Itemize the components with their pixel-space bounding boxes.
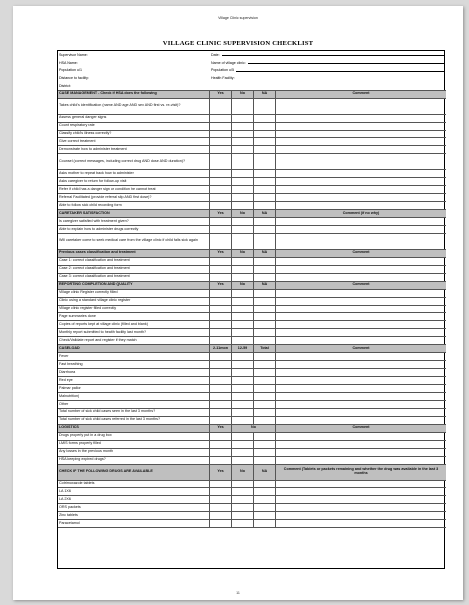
section-header: LOGISTICS: [58, 425, 210, 433]
row-label: Fever: [58, 353, 210, 361]
check-cell: [232, 481, 254, 489]
row-label: Counsel (correct messages, including correct drug AND dose AND duration)?: [58, 154, 210, 170]
check-cell: [254, 202, 276, 210]
check-cell: [210, 123, 232, 131]
row-label: Malnutrition): [58, 393, 210, 401]
column-header: Yes: [210, 425, 232, 433]
check-cell: [232, 457, 254, 465]
comment-cell: [276, 504, 446, 512]
check-cell: [254, 234, 276, 250]
column-header: Yes: [210, 91, 232, 99]
row-label: LA 1X6: [58, 488, 210, 496]
section-header: Previous cases classification and treatment: [58, 250, 210, 258]
row-label: Assess general danger signs: [58, 115, 210, 123]
check-cell: [232, 385, 254, 393]
check-cell: [210, 131, 232, 139]
check-cell: [232, 186, 254, 194]
check-cell: [254, 353, 276, 361]
check-cell: [254, 170, 276, 178]
comment-cell: [276, 409, 446, 417]
column-header: 2-11mon: [210, 345, 232, 353]
row-label: Case 1: correct classification and treatment: [58, 258, 210, 266]
column-header: 12-59: [232, 345, 254, 353]
column-header: Comment (Tablets or packets remaining and whether the drug was available in the last 3 months: [276, 465, 446, 481]
comment-cell: [276, 377, 446, 385]
check-cell: [210, 146, 232, 154]
check-cell: [210, 115, 232, 123]
column-header: Total: [254, 345, 276, 353]
check-cell: [232, 274, 254, 282]
column-header: No: [232, 250, 254, 258]
check-cell: [232, 353, 254, 361]
check-cell: [210, 433, 232, 441]
row-label: Asks mother to repeat back how to administer: [58, 170, 210, 178]
row-label: Give correct treatment: [58, 138, 210, 146]
comment-cell: [276, 154, 446, 170]
check-cell: [254, 385, 276, 393]
check-cell: [210, 520, 232, 528]
row-label: Demonstrate how to administer treatment: [58, 146, 210, 154]
check-cell: [232, 226, 254, 234]
row-label: Case 2: correct classification and treatment: [58, 266, 210, 274]
column-header: No: [232, 210, 254, 218]
check-cell: [254, 512, 276, 520]
document-page: [13, 6, 463, 600]
column-header: Yes: [210, 282, 232, 290]
check-cell: [210, 449, 232, 457]
comment-cell: [276, 298, 446, 306]
column-header: No: [232, 91, 254, 99]
column-header: Yes: [210, 465, 232, 481]
comment-cell: [276, 226, 446, 234]
comment-cell: [276, 496, 446, 504]
info-block: [58, 51, 446, 91]
comment-cell: [276, 234, 446, 250]
check-cell: [254, 123, 276, 131]
check-cell: [232, 234, 254, 250]
check-cell: [210, 186, 232, 194]
check-cell: [232, 488, 254, 496]
check-cell: [210, 138, 232, 146]
check-cell: [254, 401, 276, 409]
check-cell: [210, 226, 232, 234]
check-cell: [254, 226, 276, 234]
comment-cell: [276, 337, 446, 345]
check-cell: [232, 449, 254, 457]
column-header: Comment: [276, 250, 446, 258]
check-cell: [232, 512, 254, 520]
comment-cell: [276, 186, 446, 194]
row-label: Zinc tablets: [58, 512, 210, 520]
check-cell: [254, 321, 276, 329]
check-cell: [210, 258, 232, 266]
row-label: Page summaries done: [58, 313, 210, 321]
check-cell: [254, 409, 276, 417]
check-cell: [254, 194, 276, 202]
check-cell: [254, 457, 276, 465]
info-right-field: [210, 51, 446, 59]
info-left-field: [58, 67, 210, 75]
check-cell: [254, 131, 276, 139]
fill-line: [248, 63, 445, 64]
info-label: Population u/5: [211, 68, 234, 73]
column-header: NA: [254, 210, 276, 218]
comment-cell: [276, 361, 446, 369]
check-cell: [232, 321, 254, 329]
comment-cell: [276, 433, 446, 441]
comment-cell: [276, 417, 446, 425]
check-cell: [210, 154, 232, 170]
comment-cell: [276, 385, 446, 393]
row-label: Able to explain how to administer drugs correctly: [58, 226, 210, 234]
check-cell: [232, 194, 254, 202]
check-cell: [254, 520, 276, 528]
comment-cell: [276, 353, 446, 361]
comment-cell: [276, 449, 446, 457]
row-label: Asks caregiver to return for follow-up visit: [58, 178, 210, 186]
check-cell: [210, 170, 232, 178]
row-label: Village clinic register filled correctly: [58, 306, 210, 314]
check-cell: [254, 361, 276, 369]
check-cell: [232, 178, 254, 186]
comment-cell: [276, 202, 446, 210]
comment-cell: [276, 99, 446, 115]
column-header: NA: [254, 250, 276, 258]
check-cell: [210, 401, 232, 409]
check-cell: [254, 266, 276, 274]
column-header: NA: [254, 465, 276, 481]
check-cell: [232, 504, 254, 512]
comment-cell: [276, 218, 446, 226]
comment-cell: [276, 512, 446, 520]
column-header: Comment: [276, 425, 446, 433]
comment-cell: [276, 369, 446, 377]
check-cell: [254, 369, 276, 377]
check-cell: [232, 433, 254, 441]
comment-cell: [276, 194, 446, 202]
check-cell: [210, 321, 232, 329]
check-cell: [210, 178, 232, 186]
row-label: Any losses in the previous month: [58, 449, 210, 457]
comment-cell: [276, 401, 446, 409]
row-label: Referral Facilitated (provide referral slip AND first dose)?: [58, 194, 210, 202]
row-label: Fast breathing: [58, 361, 210, 369]
check-cell: [232, 441, 254, 449]
row-label: Check/Validate report and register if they match: [58, 337, 210, 345]
comment-cell: [276, 266, 446, 274]
info-label: Name of village clinic:: [211, 60, 246, 65]
check-cell: [254, 258, 276, 266]
check-cell: [254, 496, 276, 504]
check-cell: [254, 146, 276, 154]
row-label: Able to follow sick child recording form: [58, 202, 210, 210]
check-cell: [254, 298, 276, 306]
check-cell: [232, 146, 254, 154]
check-cell: [232, 131, 254, 139]
row-label: Will caretaker come to seek medical care from the village clinic if child falls sick again: [58, 234, 210, 250]
check-cell: [232, 218, 254, 226]
check-cell: [254, 154, 276, 170]
column-header: No: [232, 465, 254, 481]
check-cell: [232, 337, 254, 345]
check-cell: [210, 361, 232, 369]
check-cell: [210, 512, 232, 520]
comment-cell: [276, 520, 446, 528]
check-cell: [232, 306, 254, 314]
row-label: LA 2X6: [58, 496, 210, 504]
check-cell: [232, 393, 254, 401]
row-label: Paracetamol: [58, 520, 210, 528]
comment-cell: [276, 441, 446, 449]
column-header: No: [232, 282, 254, 290]
check-cell: [254, 504, 276, 512]
check-cell: [254, 377, 276, 385]
row-label: Case 3: correct classification and treatment: [58, 274, 210, 282]
column-header: No: [232, 425, 276, 433]
check-cell: [232, 258, 254, 266]
row-label: ORS packets: [58, 504, 210, 512]
check-cell: [232, 313, 254, 321]
check-cell: [232, 99, 254, 115]
check-cell: [254, 337, 276, 345]
row-label: Count respiratory rate: [58, 123, 210, 131]
check-cell: [210, 218, 232, 226]
check-cell: [210, 266, 232, 274]
check-cell: [210, 488, 232, 496]
check-cell: [254, 290, 276, 298]
comment-cell: [276, 115, 446, 123]
column-header: Comment (if no why): [276, 210, 446, 218]
column-header: NA: [254, 91, 276, 99]
column-header: Yes: [210, 210, 232, 218]
row-label: Total number of sick child cases seen in the last 3 months?: [58, 409, 210, 417]
info-label: District:: [59, 83, 71, 88]
comment-cell: [276, 146, 446, 154]
check-cell: [254, 441, 276, 449]
section-header: CHECK IF THE FOLLOWING DRUGS ARE AVAILABLE: [58, 465, 210, 481]
check-cell: [210, 353, 232, 361]
comment-cell: [276, 481, 446, 489]
comment-cell: [276, 131, 446, 139]
row-label: Copies of reports kept at village clinic (filled and blank): [58, 321, 210, 329]
check-cell: [210, 393, 232, 401]
check-cell: [232, 520, 254, 528]
check-cell: [210, 337, 232, 345]
row-label: Takes child's identification (name AND age AND sex AND first vs. re-visit)?: [58, 99, 210, 115]
comment-cell: [276, 313, 446, 321]
row-label: Diarrhoea: [58, 369, 210, 377]
page-number: 11: [236, 591, 240, 595]
fill-line: [236, 71, 445, 72]
comment-cell: [276, 457, 446, 465]
check-cell: [210, 504, 232, 512]
check-cell: [232, 401, 254, 409]
check-cell: [210, 99, 232, 115]
check-cell: [210, 329, 232, 337]
comment-cell: [276, 138, 446, 146]
info-label: Date:: [211, 52, 220, 57]
check-cell: [210, 234, 232, 250]
check-cell: [232, 409, 254, 417]
info-label: Supervisor Name:: [59, 52, 88, 57]
section-header: CASELOAD: [58, 345, 210, 353]
check-cell: [232, 266, 254, 274]
check-cell: [254, 433, 276, 441]
check-cell: [210, 377, 232, 385]
row-label: Clinic using a standard village clinic register: [58, 298, 210, 306]
checklist-table: [57, 50, 445, 569]
check-cell: [254, 218, 276, 226]
row-label: Is caregiver satisfied with treatment given?: [58, 218, 210, 226]
comment-cell: [276, 488, 446, 496]
info-right-field: [210, 74, 446, 82]
column-header: NA: [254, 282, 276, 290]
fill-line: [222, 55, 445, 56]
check-cell: [254, 138, 276, 146]
check-cell: [232, 290, 254, 298]
check-cell: [254, 99, 276, 115]
check-cell: [232, 417, 254, 425]
row-label: Total number of sick child cases referred in the last 3 months?: [58, 417, 210, 425]
header-note: Village Clinic supervision: [218, 16, 258, 20]
column-header: Comment: [276, 282, 446, 290]
row-label: Refer if child has a danger sign or condition he cannot treat: [58, 186, 210, 194]
comment-cell: [276, 306, 446, 314]
check-cell: [232, 496, 254, 504]
section-header: CASE MANAGEMENT - Check if HSA does the following: [58, 91, 210, 99]
comment-cell: [276, 321, 446, 329]
check-cell: [254, 329, 276, 337]
column-header: Yes: [210, 250, 232, 258]
check-cell: [232, 329, 254, 337]
check-cell: [210, 298, 232, 306]
column-header: Comment: [276, 91, 446, 99]
check-cell: [232, 361, 254, 369]
check-cell: [254, 417, 276, 425]
check-cell: [232, 298, 254, 306]
info-label: Health Facility:: [211, 76, 235, 81]
check-cell: [254, 393, 276, 401]
row-label: HSA keeping expired drugs?: [58, 457, 210, 465]
comment-cell: [276, 123, 446, 131]
section-header: CARETAKER SATISFACTION: [58, 210, 210, 218]
check-cell: [254, 313, 276, 321]
comment-cell: [276, 393, 446, 401]
info-right-field: [210, 59, 446, 67]
check-cell: [254, 186, 276, 194]
row-label: LMIS forms properly filled: [58, 441, 210, 449]
check-cell: [254, 488, 276, 496]
checklist-title: VILLAGE CLINIC SUPERVISION CHECKLIST: [162, 40, 314, 47]
info-left-field: [58, 82, 210, 90]
check-cell: [232, 202, 254, 210]
info-label: Distance to facility:: [59, 76, 89, 81]
check-cell: [254, 115, 276, 123]
check-cell: [254, 274, 276, 282]
column-header: Comment: [276, 345, 446, 353]
check-cell: [210, 274, 232, 282]
check-cell: [210, 290, 232, 298]
check-cell: [210, 194, 232, 202]
row-label: Other: [58, 401, 210, 409]
check-cell: [210, 481, 232, 489]
section-header: REPORTING COMPLETION AND QUALITY: [58, 282, 210, 290]
check-cell: [232, 154, 254, 170]
check-cell: [254, 306, 276, 314]
row-label: Drugs properly put in a drug box: [58, 433, 210, 441]
check-cell: [254, 178, 276, 186]
row-label: Classify child's illness correctly?: [58, 131, 210, 139]
check-cell: [254, 449, 276, 457]
row-label: Village clinic Register correctly filled: [58, 290, 210, 298]
info-label: HSA Name:: [59, 60, 78, 65]
check-cell: [232, 115, 254, 123]
info-right-field: [210, 67, 446, 75]
comment-cell: [276, 178, 446, 186]
comment-cell: [276, 329, 446, 337]
comment-cell: [276, 274, 446, 282]
check-cell: [210, 306, 232, 314]
row-label: Monthly report submitted to health facility last month?: [58, 329, 210, 337]
check-cell: [210, 417, 232, 425]
check-cell: [232, 138, 254, 146]
check-cell: [254, 481, 276, 489]
row-label: Cotrimoxazole tablets: [58, 481, 210, 489]
check-cell: [232, 369, 254, 377]
info-left-field: [58, 74, 210, 82]
check-cell: [210, 385, 232, 393]
comment-cell: [276, 258, 446, 266]
check-cell: [210, 202, 232, 210]
check-cell: [210, 313, 232, 321]
check-cell: [210, 369, 232, 377]
check-cell: [210, 457, 232, 465]
info-left-field: [58, 59, 210, 67]
check-cell: [232, 377, 254, 385]
info-right-field: [210, 82, 446, 90]
check-cell: [210, 409, 232, 417]
row-label: Palmar pallor: [58, 385, 210, 393]
info-label: Population u/1: [59, 68, 82, 73]
comment-cell: [276, 170, 446, 178]
check-cell: [210, 496, 232, 504]
row-label: Red eye: [58, 377, 210, 385]
check-cell: [232, 170, 254, 178]
info-left-field: [58, 51, 210, 59]
comment-cell: [276, 290, 446, 298]
check-cell: [210, 441, 232, 449]
check-cell: [232, 123, 254, 131]
